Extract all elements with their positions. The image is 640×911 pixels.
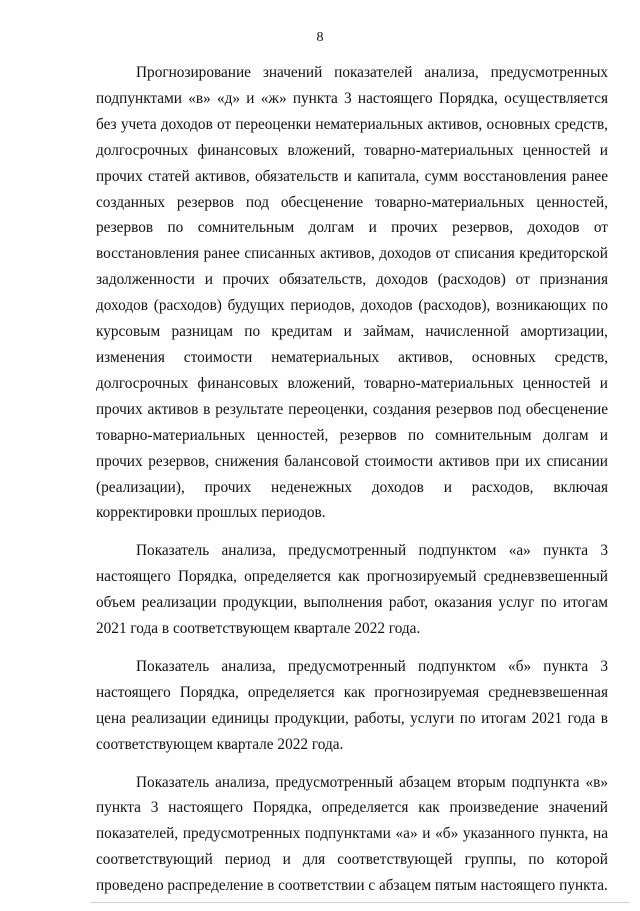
document-body — [96, 60, 608, 911]
paragraph-forecasting: Прогнозирование значений показателей анализа, предусмотренных подпунктами «в» «д» и «ж» пункта 3 настоящего Порядка, осуществляется без учета доходов от переоценки нематериальных активов, основных средств, долгосрочных финансовых вложений, товарно-материальных ценностей и прочих статей активов, обязательств и капитала, сумм восстановления ранее созданных резервов под обесценение товарно-материальных ценностей, резервов по сомнительным долгам и прочих резервов, доходов от восстановления ранее списанных активов, доходов от списания кредиторской задолженности и прочих обязательств, доходов (расходов) от признания доходов (расходов) будущих периодов, доходов (расходов), возникающих по курсовым разницам по кредитам и займам, начисленной амортизации, изменения стоимости нематериальных активов, основных средств, долгосрочных финансовых вложений, товарно-материальных ценностей и прочих активов в результате переоценки, создания резервов под обесценение товарно-материальных ценностей, резервов по сомнительным долгам и прочих резервов, снижения балансовой стоимости активов при их списании (реализации), прочих неденежных доходов и расходов, включая корректировки прошлых периодов. — [96, 64, 608, 522]
paragraph-indicator-a: Показатель анализа, предусмотренный подпунктом «а» пункта 3 настоящего Порядка, определяется как прогнозируемый средневзвешенный объем реализации продукции, выполнения работ, оказания услуг по итогам 2021 года в соответствующем квартале 2022 года. — [96, 542, 608, 638]
paragraph-indicator-v: Показатель анализа, предусмотренный абзацем вторым подпункта «в» пункта 3 настоящего Порядка, определяется как произведение значений показателей, предусмотренных подпунктами «а» и «б» указанного пункта, на соответствующий период и для соответствующей группы, по которой проведено распределение в соответствии с абзацем пятым настоящего пункта. — [96, 773, 608, 895]
page-number: 8 — [316, 30, 324, 45]
paragraph-indicator-b: Показатель анализа, предусмотренный подпунктом «б» пункта 3 настоящего Порядка, определяется как прогнозируемая средневзвешенная цена реализации единицы продукции, работы, услуги по итогам 2021 года в соответствующем квартале 2022 года. — [96, 657, 608, 753]
scan-bottom-edge — [90, 902, 630, 903]
